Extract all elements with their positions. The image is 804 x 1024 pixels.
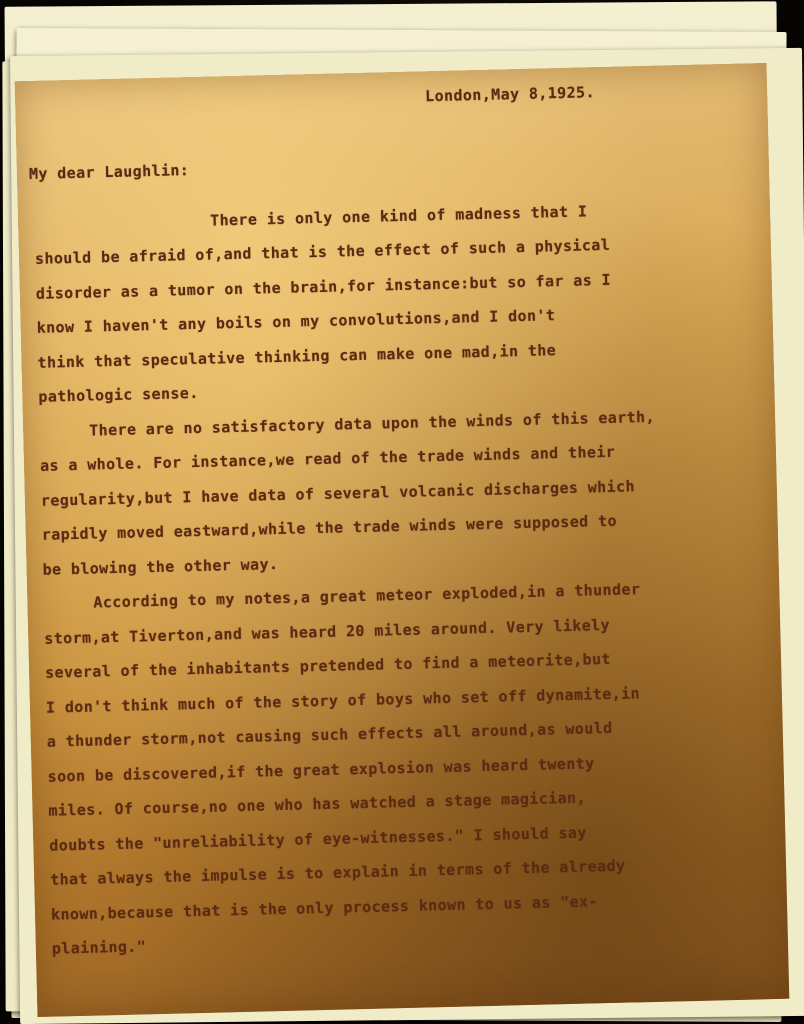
letter-line: miles. Of course,no one who has watched a stage magician, xyxy=(48,788,587,820)
letter-line: storm,at Tiverton,and was heard 20 miles around. Very likely xyxy=(44,615,611,648)
letter-line: pathologic sense. xyxy=(38,383,199,406)
letter-photograph xyxy=(15,63,790,1017)
typed-letter xyxy=(15,63,790,1017)
letter-line: According to my notes,a great meteor exploded,in a thunder xyxy=(93,580,641,612)
letter-line: disorder as a tumor on the brain,for instance:but so far as I xyxy=(35,270,612,303)
letter-line: There is only one kind of madness that I xyxy=(209,201,588,230)
letter-line: There are no satisfactory data upon the winds of this earth, xyxy=(89,407,656,440)
letter-salutation: My dear Laughlin: xyxy=(28,161,190,184)
letter-line: plaining." xyxy=(51,937,147,958)
letter-line: known,because that is the only process known to us as "ex- xyxy=(50,891,599,924)
letter-line: as a whole. For instance,we read of the trade winds and their xyxy=(39,442,616,475)
letter-line: should be afraid of,and that is the effect of such a physical xyxy=(34,235,611,268)
letter-line: think that speculative thinking can make one mad,in the xyxy=(37,340,557,372)
letter-dateline: London,May 8,1925. xyxy=(424,83,596,106)
letter-line: a thunder storm,not causing such effects all around,as would xyxy=(46,718,613,751)
letter-line: that always the impulse is to explain in terms of the already xyxy=(49,856,626,889)
letter-line: know I haven't any boils on my convolutions,and I don't xyxy=(36,306,556,337)
letter-line: soon be discovered,if the great explosion was heard twenty xyxy=(47,753,595,786)
letter-line: regularity,but I have data of several volcanic discharges which xyxy=(40,476,636,510)
letter-line: doubts the "unreliability of eye-witnesses." I should say xyxy=(49,823,587,855)
letter-line: several of the inhabitants pretended to find a meteorite,but xyxy=(44,649,612,682)
letter-line: rapidly moved eastward,while the trade winds were supposed to xyxy=(41,511,618,544)
letter-body xyxy=(33,156,742,966)
letter-line: I don't think much of the story of boys who set off dynamite,in xyxy=(45,683,641,717)
letter-line: be blowing the other way. xyxy=(42,554,279,579)
